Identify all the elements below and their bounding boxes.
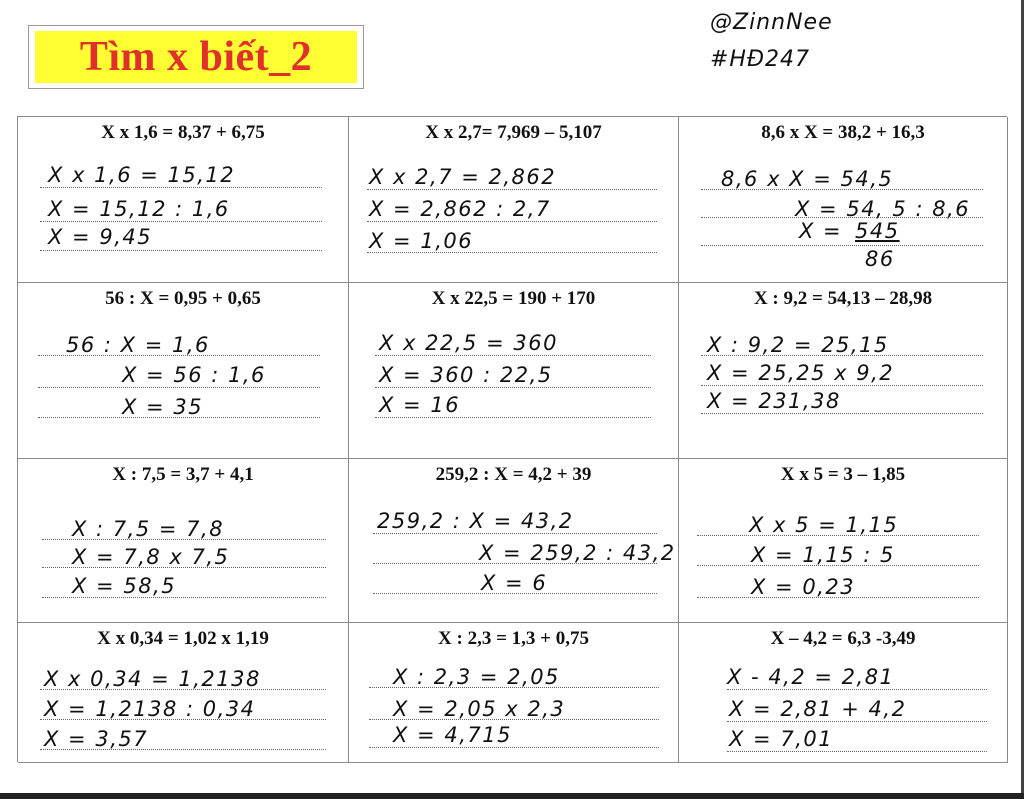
solution-line: X = 15,12 : 1,6 (48, 197, 230, 221)
problem-statement: 259,2 : X = 4,2 + 39 (435, 464, 592, 485)
solution-line: X = 3,57 (44, 727, 149, 751)
exercise-cell-3 (679, 117, 1008, 283)
solution-line: X = 2,81 + 4,2 (729, 697, 907, 721)
dotted-line (727, 751, 987, 752)
dotted-line (38, 417, 320, 418)
solution-line: X = 231,38 (707, 389, 841, 413)
solution-line: 56 : X = 1,6 (66, 333, 210, 357)
dotted-line (697, 535, 979, 536)
exercise-cell-1 (18, 117, 349, 283)
solution-line: X = 1,2138 : 0,34 (44, 697, 256, 721)
solution-line: X = 7,8 x 7,5 (72, 545, 230, 569)
dotted-line (42, 597, 326, 598)
solution-line: X = 16 (379, 393, 461, 417)
fraction-denominator: 86 (865, 247, 895, 271)
dotted-line (697, 597, 979, 598)
solution-line: X = 1,06 (369, 229, 474, 253)
dotted-line (38, 355, 320, 356)
dotted-line (40, 250, 322, 251)
dotted-line (701, 245, 983, 246)
problem-statement: X x 0,34 = 1,02 x 1,19 (97, 628, 269, 649)
problem-statement: X x 5 = 3 – 1,85 (780, 464, 906, 485)
exercise-cell-4 (18, 283, 349, 459)
solution-line: X : 9,2 = 25,15 (707, 333, 889, 357)
page-title: Tìm x biết_2 (79, 34, 313, 80)
solution-line: 8,6 x X = 54,5 (721, 167, 894, 191)
exercise-cell-5 (349, 283, 679, 459)
problem-statement: 56 : X = 0,95 + 0,65 (105, 288, 261, 309)
solution-line: X = 56 : 1,6 (122, 363, 266, 387)
solution-line: X = 0,23 (751, 575, 856, 599)
exercise-cell-8 (349, 459, 679, 623)
exercise-cell-11 (349, 623, 679, 763)
dotted-line (367, 221, 657, 222)
solution-line: X = 25,25 x 9,2 (707, 361, 895, 385)
dotted-line (697, 565, 979, 566)
solution-line: X = 1,15 : 5 (751, 543, 895, 567)
dotted-line (375, 387, 651, 388)
solution-line: X = 35 (122, 395, 204, 419)
exercise-cell-10 (18, 623, 349, 763)
solution-line: 259,2 : X = 43,2 (377, 509, 574, 533)
author-credit: @ZinnNee (710, 10, 833, 35)
solution-line: X = 360 : 22,5 (379, 363, 553, 387)
dotted-line (40, 749, 326, 750)
title-box (28, 25, 364, 89)
exercise-cell-7 (18, 459, 349, 623)
dotted-line (373, 533, 657, 534)
page-bottom-edge (0, 793, 1024, 799)
dotted-line (40, 187, 322, 188)
dotted-line (40, 221, 322, 222)
dotted-line (727, 721, 987, 722)
dotted-line (701, 385, 983, 386)
dotted-line (701, 355, 983, 356)
title-banner (35, 31, 357, 83)
solution-line: X x 1,6 = 15,12 (48, 163, 236, 187)
solution-line: X = 7,01 (729, 727, 834, 751)
problem-statement: X : 9,2 = 54,13 – 28,98 (753, 288, 933, 309)
solution-line: X = 2,862 : 2,7 (369, 197, 551, 221)
dotted-line (367, 252, 657, 253)
dotted-line (40, 719, 326, 720)
solution-line: X x 0,34 = 1,2138 (44, 667, 261, 691)
problem-statement: X x 22,5 = 190 + 170 (431, 288, 596, 309)
problem-statement: X – 4,2 = 6,3 -3,49 (770, 628, 916, 649)
dotted-line (375, 417, 651, 418)
dotted-line (701, 217, 983, 218)
solution-line: X = 4,715 (393, 723, 512, 747)
solution-line: X = 259,2 : 43,2 (479, 541, 676, 565)
exercise-cell-2 (349, 117, 679, 283)
solution-line: X = (799, 219, 843, 243)
problem-statement: X : 7,5 = 3,7 + 4,1 (112, 464, 254, 485)
solution-line: X : 2,3 = 2,05 (393, 665, 560, 689)
dotted-line (369, 687, 659, 688)
dotted-line (367, 189, 657, 190)
solution-line: X x 22,5 = 360 (379, 331, 558, 355)
solution-line: X = 58,5 (72, 574, 177, 598)
solution-line: X = 2,05 x 2,3 (393, 697, 566, 721)
solution-line: X x 2,7 = 2,862 (369, 165, 557, 189)
fraction-numerator: 545 (855, 219, 900, 243)
solution-line: X - 4,2 = 2,81 (727, 665, 895, 689)
problem-statement: 8,6 x X = 38,2 + 16,3 (761, 122, 925, 143)
solution-line: X = 6 (481, 571, 548, 595)
exercise-cell-6 (679, 283, 1008, 459)
dotted-line (727, 689, 987, 690)
dotted-line (373, 593, 657, 594)
dotted-line (369, 747, 659, 748)
hashtag-credit: #HĐ247 (710, 47, 811, 72)
solution-line: X = 9,45 (48, 225, 153, 249)
dotted-line (701, 189, 983, 190)
solution-line: X = 54, 5 : 8,6 (795, 197, 971, 221)
dotted-line (40, 689, 326, 690)
problem-statement: X : 2,3 = 1,3 + 0,75 (438, 628, 589, 649)
problem-statement: X x 1,6 = 8,37 + 6,75 (101, 122, 265, 143)
solution-line: X : 7,5 = 7,8 (72, 517, 225, 541)
dotted-line (42, 567, 326, 568)
exercise-grid (17, 116, 1007, 762)
dotted-line (373, 563, 657, 564)
dotted-line (701, 413, 983, 414)
problem-statement: X x 2,7= 7,969 – 5,107 (425, 122, 602, 143)
exercise-cell-12 (679, 623, 1008, 763)
dotted-line (375, 355, 651, 356)
dotted-line (369, 719, 659, 720)
dotted-line (42, 539, 326, 540)
dotted-line (38, 387, 320, 388)
solution-line: X x 5 = 1,15 (749, 513, 899, 537)
exercise-cell-9 (679, 459, 1008, 623)
